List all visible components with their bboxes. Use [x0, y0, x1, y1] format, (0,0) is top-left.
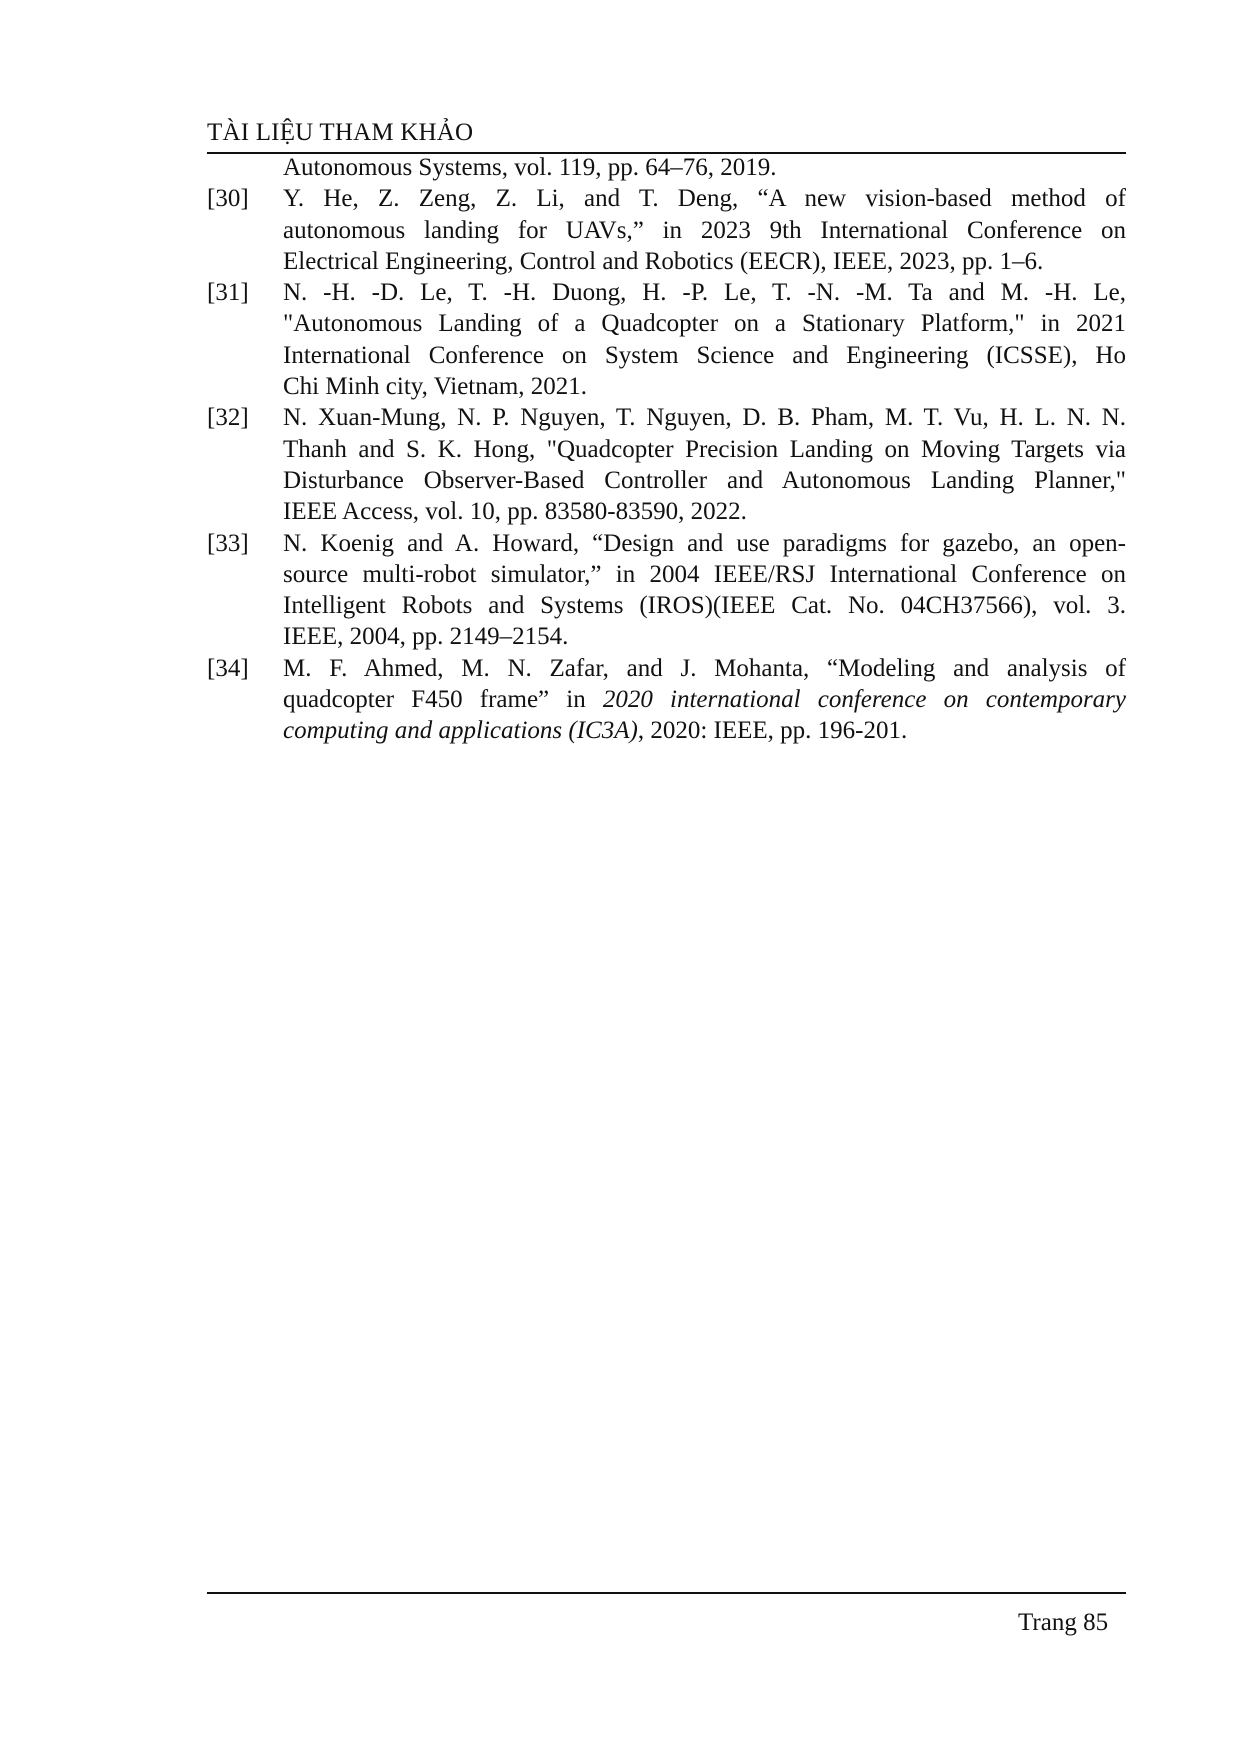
- page-number: Trang 85: [1018, 1609, 1109, 1636]
- reference-venue-italic: 2020 international conference on contemporary: [602, 686, 1127, 714]
- page-header: [207, 116, 1126, 154]
- reference-line: Y. He, Z. Zeng, Z. Li, and T. Deng, “A new vision-based method of: [283, 185, 1126, 213]
- reference-number: [32]: [207, 404, 249, 432]
- reference-line: International Conference on System Science and Engineering (ICSSE), Ho: [283, 341, 1126, 369]
- reference-text: [283, 402, 1126, 527]
- reference-venue-italic: computing and applications (IC3A): [283, 717, 638, 745]
- footer-divider: [207, 1592, 1126, 1594]
- reference-number: [33]: [207, 529, 249, 557]
- reference-line: M. F. Ahmed, M. N. Zafar, and J. Mohanta, “Modeling and analysis of: [283, 654, 1126, 682]
- reference-number: [30]: [207, 185, 249, 213]
- reference-line: Thanh and S. K. Hong, "Quadcopter Precision Landing on Moving Targets via: [283, 435, 1126, 463]
- reference-entry-33: [207, 528, 1126, 653]
- reference-line: Disturbance Observer-Based Controller and Autonomous Landing Planner,": [283, 466, 1126, 494]
- reference-line: autonomous landing for UAVs,” in 2023 9th International Conference on: [283, 216, 1126, 244]
- reference-line: "Autonomous Landing of a Quadcopter on a Stationary Platform," in 2021: [283, 310, 1126, 338]
- reference-line: N. -H. -D. Le, T. -H. Duong, H. -P. Le, T. -N. -M. Ta and M. -H. Le,: [283, 279, 1126, 307]
- reference-text-plain: quadcopter F450 frame” in: [283, 686, 603, 714]
- reference-entry-32: [207, 402, 1126, 527]
- reference-number: [34]: [207, 654, 249, 682]
- reference-text: [283, 277, 1126, 402]
- reference-line: IEEE Access, vol. 10, pp. 83580-83590, 2022.: [283, 498, 747, 526]
- reference-line: [283, 684, 1126, 715]
- reference-text: [283, 183, 1126, 277]
- header-title: TÀI LIỆU THAM KHẢO: [207, 119, 474, 146]
- reference-line: Electrical Engineering, Control and Robotics (EECR), IEEE, 2023, pp. 1–6.: [283, 247, 1044, 275]
- reference-text-plain: , 2020: IEEE, pp. 196-201.: [637, 717, 908, 745]
- reference-continuation: Autonomous Systems, vol. 119, pp. 64–76, 2019.: [283, 154, 777, 181]
- reference-line: Intelligent Robots and Systems (IROS)(IEEE Cat. No. 04CH37566), vol. 3.: [283, 592, 1126, 620]
- reference-line: N. Xuan-Mung, N. P. Nguyen, T. Nguyen, D. B. Pham, M. T. Vu, H. L. N. N.: [283, 404, 1126, 432]
- reference-line: IEEE, 2004, pp. 2149–2154.: [283, 623, 569, 651]
- reference-list: [207, 152, 1126, 747]
- reference-line: source multi-robot simulator,” in 2004 IEEE/RSJ International Conference on: [283, 560, 1126, 588]
- reference-entry-30: [207, 183, 1126, 277]
- reference-line: [283, 715, 1126, 746]
- reference-entry-34: [207, 653, 1126, 747]
- reference-text: [283, 528, 1126, 653]
- reference-line: N. Koenig and A. Howard, “Design and use paradigms for gazebo, an open-: [283, 529, 1126, 557]
- reference-number: [31]: [207, 279, 249, 307]
- reference-entry-31: [207, 277, 1126, 402]
- reference-text: [283, 653, 1126, 747]
- reference-line: Chi Minh city, Vietnam, 2021.: [283, 373, 588, 401]
